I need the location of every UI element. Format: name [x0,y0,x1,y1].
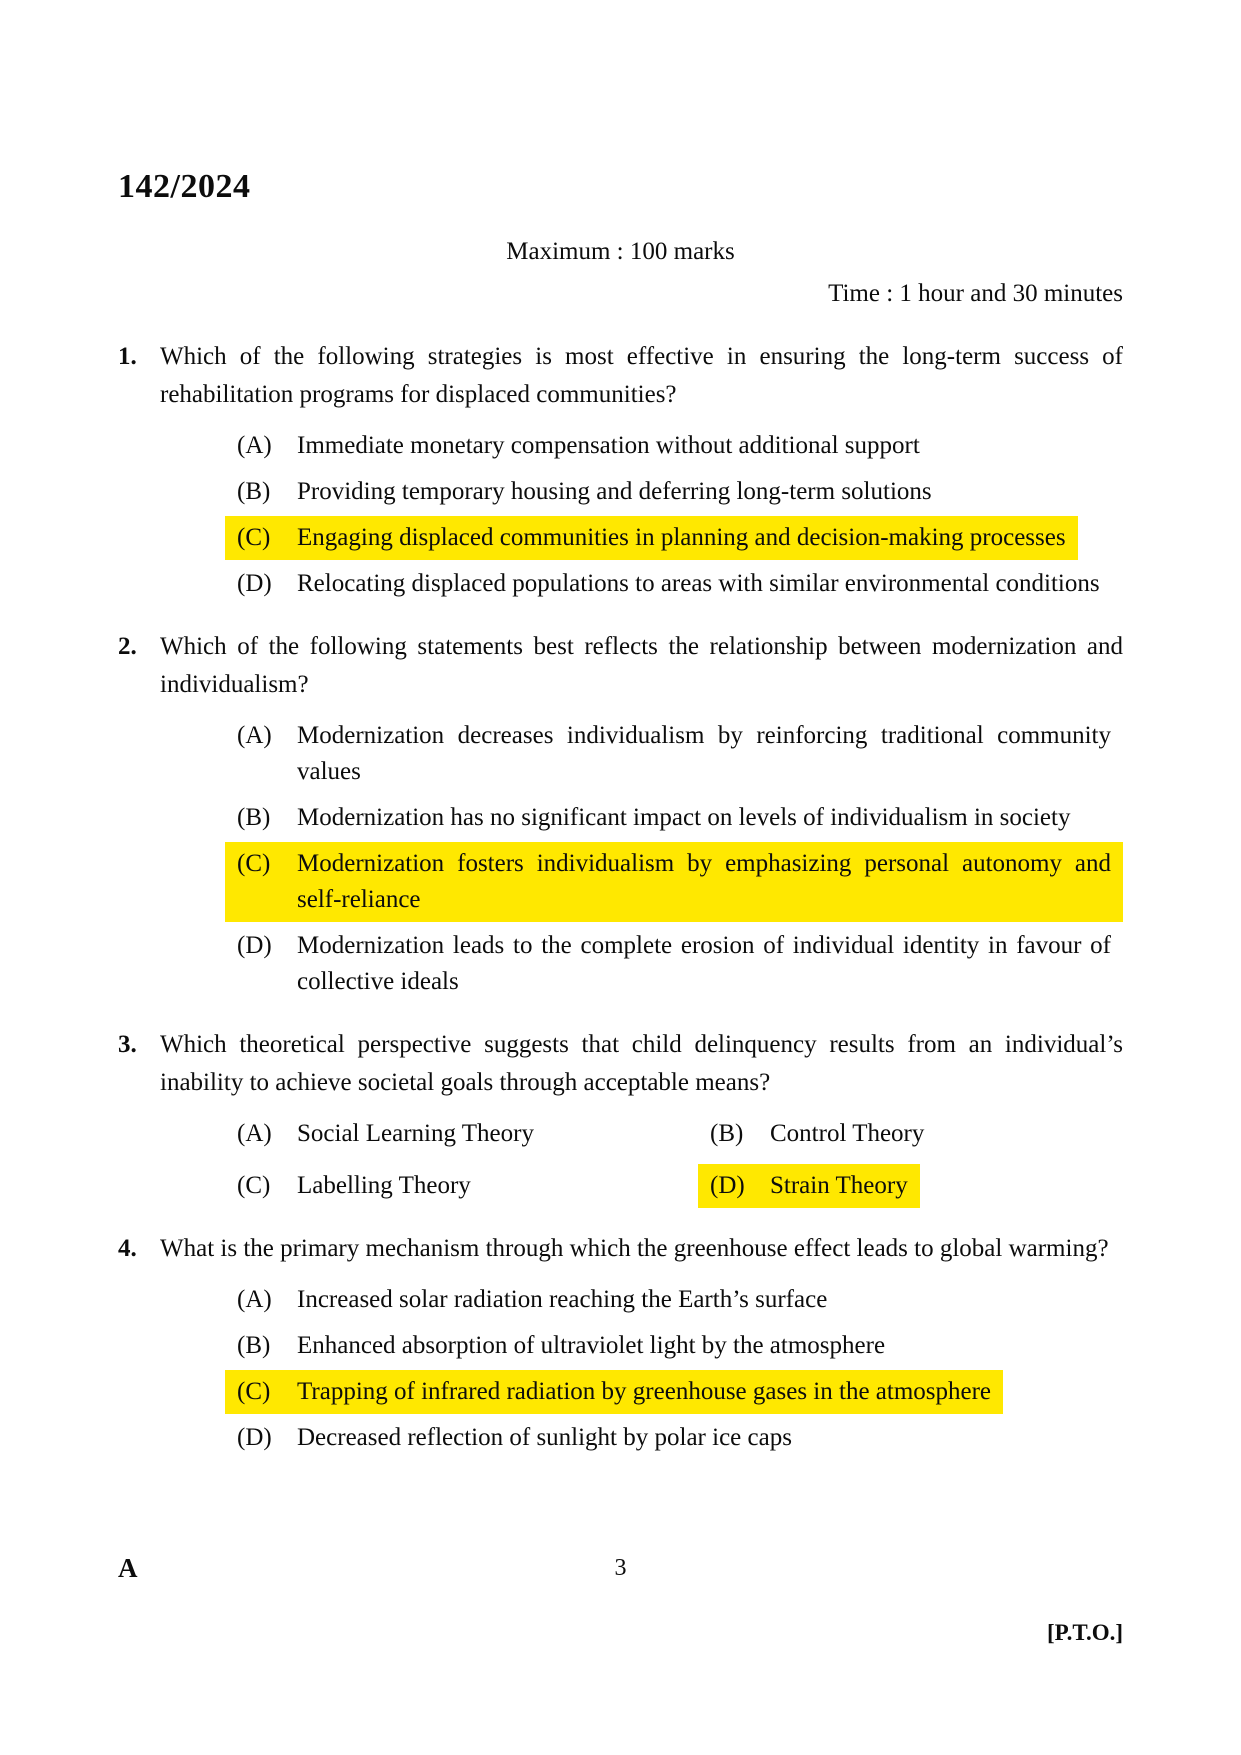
question [118,1026,1123,1208]
option-text: Social Learning Theory [297,1120,534,1147]
option-text: Control Theory [770,1120,925,1147]
option-row [225,562,1123,606]
option-letter: (B) [710,1120,744,1147]
option-row [225,1370,1123,1414]
option-row [225,1324,1123,1368]
option-wrap [225,1416,804,1460]
option-wrap [698,1112,936,1156]
option-text: Engaging displaced communities in planning and decision-making processes [297,524,1066,551]
option-row [698,1164,936,1208]
option-row [225,1112,698,1156]
option-text: Modernization fosters individualism by emphasizing personal autonomy and self-reliance [297,850,1111,913]
option-row [225,516,1123,560]
option-letter: (D) [237,570,272,597]
option-wrap [225,470,944,514]
question-list [118,338,1123,1460]
option-wrap [225,924,1123,1004]
option-letter: (C) [237,850,271,877]
option-row [225,1278,1123,1322]
option-row [225,714,1123,794]
question-body [160,628,1123,1004]
option-text: Enhanced absorption of ultraviolet light by the atmosphere [297,1332,886,1359]
pto-marker: [P.T.O.] [1046,1620,1123,1645]
option-letter: (A) [237,432,272,459]
option-letter: (B) [237,478,271,505]
option-row [225,1164,698,1208]
option-row [225,842,1123,922]
question-text: Which theoretical perspective suggests that child delinquency results from an individual’s inability to achieve societal goals through acceptable means? [160,1031,1123,1096]
option-letter: (A) [237,1120,272,1147]
page-content [118,168,1123,1460]
option-text: Increased solar radiation reaching the Earth’s surface [297,1286,828,1313]
option-letter: (D) [237,1424,272,1451]
option-text: Relocating displaced populations to areas with similar environmental conditions [297,570,1100,597]
option-text: Decreased reflection of sunlight by polar ice caps [297,1424,792,1451]
page-number: 3 [614,1555,627,1581]
options [225,424,1123,606]
option-letter: (C) [237,1172,271,1199]
question-text: Which of the following statements best reflects the relationship between modernization and individualism? [160,633,1123,698]
paper-code: 142/2024 [118,168,251,205]
option-letter: (B) [237,1332,271,1359]
option-wrap [225,1324,897,1368]
option-letter: (B) [237,804,271,831]
option-text: Providing temporary housing and deferring long-term solutions [297,478,932,505]
question-number: 2. [118,633,137,660]
option-wrap [225,424,932,468]
option-letter: (C) [237,1378,271,1405]
question-body [160,1026,1123,1208]
option-wrap [225,562,1112,606]
question [118,338,1123,606]
option-letter: (D) [710,1172,745,1199]
option-wrap [225,796,1082,840]
booklet-version: A [118,1553,138,1583]
option-row [225,424,1123,468]
question-number: 1. [118,343,137,370]
question-number: 3. [118,1031,137,1058]
answer-highlight [225,516,1078,560]
option-wrap [225,1164,483,1208]
option-row [225,1416,1123,1460]
time-allowed: Time : 1 hour and 30 minutes [828,280,1123,307]
question-text: What is the primary mechanism through which the greenhouse effect leads to global warming? [160,1235,1109,1262]
option-letter: (A) [237,1286,272,1313]
option-text: Labelling Theory [297,1172,471,1199]
option-wrap [225,714,1123,794]
question [118,1230,1123,1460]
option-wrap [225,1278,839,1322]
question-text: Which of the following strategies is most effective in ensuring the long-term success of rehabilitation programs for displaced communities? [160,343,1123,408]
option-wrap [225,1112,546,1156]
option-row [225,470,1123,514]
options [225,1112,1123,1208]
option-letter: (C) [237,524,271,551]
question-body [160,1230,1123,1460]
option-text: Immediate monetary compensation without additional support [297,432,920,459]
option-text: Trapping of infrared radiation by greenhouse gases in the atmosphere [297,1378,992,1405]
question-number: 4. [118,1235,137,1262]
option-text: Strain Theory [770,1172,908,1199]
answer-highlight [225,1370,1003,1414]
answer-highlight [225,842,1123,922]
maximum-marks: Maximum : 100 marks [506,238,735,265]
option-row [698,1112,936,1156]
option-letter: (A) [237,722,272,749]
question-body [160,338,1123,606]
option-letter: (D) [237,932,272,959]
option-row [225,924,1123,1004]
option-text: Modernization decreases individualism by reinforcing traditional community values [297,722,1111,785]
options [225,714,1123,1004]
option-text: Modernization has no significant impact on levels of individualism in society [297,804,1071,831]
answer-highlight [698,1164,920,1208]
option-text: Modernization leads to the complete erosion of individual identity in favour of collective ideals [297,932,1111,995]
options [225,1278,1123,1460]
question [118,628,1123,1004]
option-row [225,796,1123,840]
